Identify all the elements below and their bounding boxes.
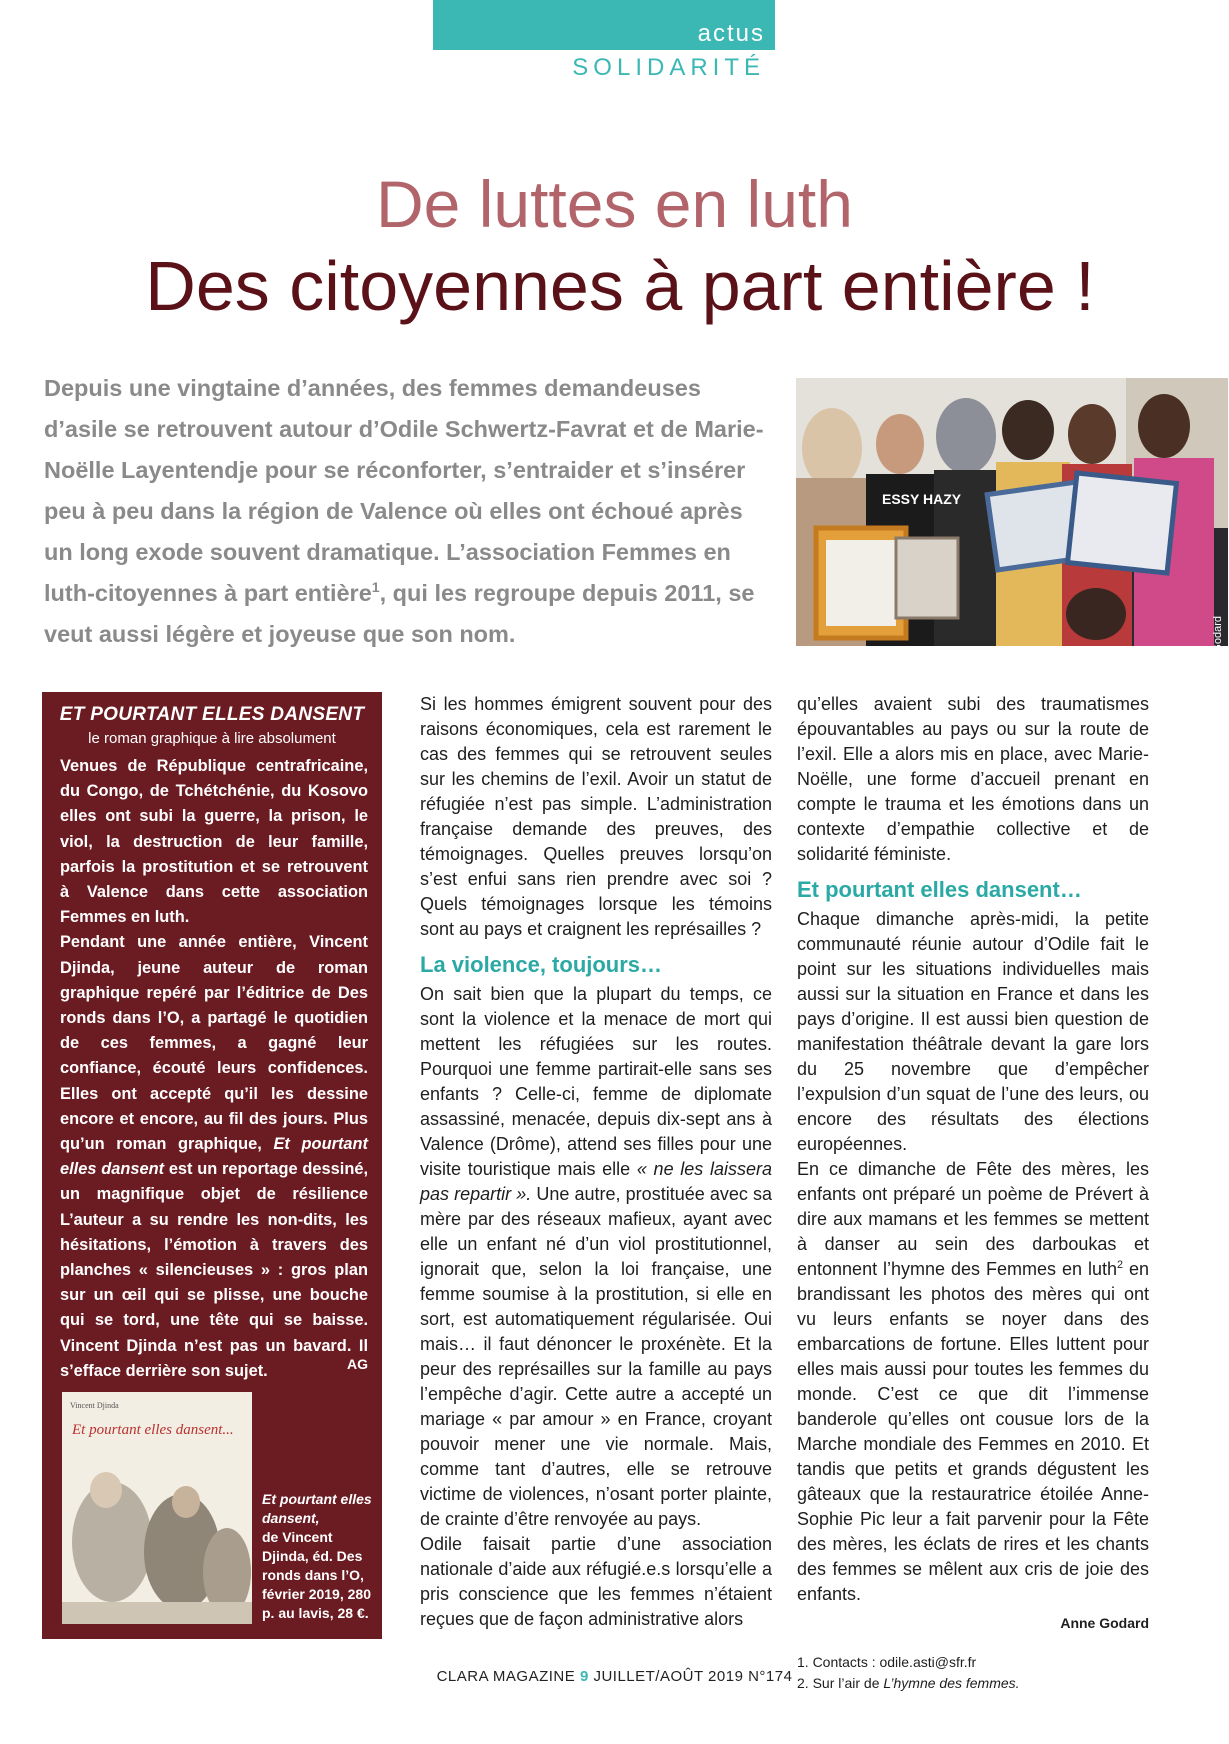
section-tab — [433, 0, 775, 50]
group-photo — [796, 378, 1228, 692]
body-paragraph: On sait bien que la plupart du temps, ce sont la violence et la menace de mort qui mettent les réfugiées sur les routes. Pourquoi une femme partirait-elle sans ses enfants ? Celle-ci, femme de diplomate assassiné, menacée, depuis dix-sept ans à Valence (Drôme), attend ses filles pour une visite touristique mais elle « ne les laissera pas repartir ». Une autre, prostituée avec sa mère par des réseaux mafieux, ayant avec elle un enfant né d’un viol prostitutionnel, ignorait que, selon la loi française, une femme soumise à la prostitution, si elle en sort, est automatiquement régularisée. Oui mais… il faut dénoncer le proxénète. Et la peur des représailles sur la famille au pays l’empêche d’agir. Cette autre a accepté un mariage « par amour » en France, croyant pouvoir mener une vie normale. Mais, comme tant d’autres, elle se retrouve victime de violences, n’osant porter plainte, de crainte d’être renvoyée au pays. — [420, 984, 772, 1529]
photo-illustration — [796, 378, 1228, 646]
body-paragraph: qu’elles avaient subi des traumatismes épouvantables au pays ou sur la route de l’exil. Elle a alors mis en place, avec Marie-Noëlle, une forme d’accueil prenant en compte le trauma et les émotions dans un contexte d’empathie collective et de solidarité féministe. — [797, 694, 1149, 864]
shirt-text: ESSY HAZY — [882, 491, 962, 507]
caption-details: de Vincent Djinda, éd. Des ronds dans l’O, février 2019, 280 p. au lavis, 28 €. — [262, 1529, 371, 1621]
book-caption — [262, 1490, 378, 1623]
book-cover-illustration — [62, 1392, 252, 1624]
footnote: 1. Contacts : odile.asti@sfr.fr — [797, 1654, 977, 1670]
article-column-3 — [797, 692, 1149, 1694]
footnote: 2. Sur l’air de L’hymne des femmes. — [797, 1675, 1020, 1691]
article-column-2 — [420, 692, 772, 1632]
sidebar-signature: AG — [347, 1356, 368, 1372]
article-kicker: De luttes en luth — [376, 167, 853, 241]
body-paragraph: Si les hommes émigrent souvent pour des raisons économiques, cela est rarement le cas des femmes qui se retrouvent seules sur les chemins de l’exil. Avoir un statut de réfugiée n’est pas simple. L’administration française demande des preuves, des témoignages. Quelles preuves lorsqu’on s’est enfui sans rien prendre avec soi ? Quels témoignages lorsque les témoins sont au pays et craignent les représailles ? — [420, 694, 772, 939]
footnote-ref: 1 — [371, 579, 380, 596]
book-sidebar — [42, 692, 382, 1639]
subheading: La violence, toujours… — [420, 952, 663, 977]
caption-title: Et pourtant elles dansent, — [262, 1491, 372, 1526]
section-label: actus — [697, 20, 765, 47]
sidebar-body — [60, 754, 368, 1384]
sidebar-paragraph: Venues de République centrafricaine, du Congo, de Tchétchénie, du Kosovo elles ont subi la guerre, la prison, le viol, la destruction de leur famille, parfois la prostitution et se retrouvent à Valence dans cette association Femmes en luth. — [60, 757, 368, 927]
issue-info: JUILLET/AOÛT 2019 N°174 — [593, 1668, 793, 1685]
body-paragraph: Chaque dimanche après-midi, la petite communauté réunie autour d’Odile fait le point sur les situations individuelles mais aussi sur la situation en France et dans les pays d’origine. Il est aussi bien question de manifestation théâtrale devant la gare lors du 25 novembre que d’empêcher l’expulsion d’un squat de l’une des leurs, ou encore des résultats des élections européennes. — [797, 909, 1149, 1154]
subheading: Et pourtant elles dansent… — [797, 877, 1082, 902]
article-headline: Des citoyennes à part entière ! — [145, 247, 1095, 325]
author-signature: Anne Godard — [1060, 1615, 1149, 1631]
rubric-label: SOLIDARITÉ — [572, 54, 765, 81]
book-cover-image — [62, 1392, 252, 1624]
sidebar-title: ET POURTANT ELLES DANSENT — [59, 704, 365, 725]
page-number: 9 — [579, 1668, 589, 1685]
body-paragraph: En ce dimanche de Fête des mères, les enfants ont préparé un poème de Prévert à dire aux mamans et les femmes se mettent à danser au sein des darboukas et entonnent l’hymne des Femmes en luth$^2$ en brandissant les photos des mères qui ont vu leurs enfants se noyer dans des embarcations de fortune. Elles luttent pour elles mais aussi pour toutes les femmes du monde. C’est ce que dit l’immense banderole qu’elles ont cousue lors de la Marche mondiale des Femmes en 2010. Et tandis que petits et grands dégustent les gâteaux que la restauratrice étoilée Anne-Sophie Pic leur a fait parvenir pour la Fête des mères, les éclats de rires et les chants des femmes se mêlent aux cris de joie des enfants. — [797, 1159, 1149, 1604]
sidebar-paragraph: Pendant une année entière, Vincent Djinda, jeune auteur de roman graphique repéré par l’éditrice de Des ronds dans l’O, a partagé le quotidien de ces femmes, a gagné leur confiance, écouté leurs confidences. Elles ont accepté qu’il les dessine encore et encore, au fil des jours. Plus qu’un roman graphique, Et pourtant elles dansent est un reportage dessiné, un magnifique objet de résilience L’auteur a su rendre les non-dits, les hésitations, l’émotion à travers des planches « silencieuses » : gros plan sur un œil qui se plisse, une bouche qui se tord, une tête qui se baisse. Vincent Djinda n’est pas un bavard. Il s’efface derrière son sujet. — [60, 933, 369, 1380]
book-author: Vincent Djinda — [70, 1401, 119, 1410]
page-footer — [0, 1668, 1229, 1685]
article-lede: Depuis une vingtaine d’années, des femmes demandeuses d’asile se retrouvent autour d’Odile Schwertz-Favrat et de Marie-Noëlle Layentendje pour se réconforter, s’entraider et s’insérer peu à peu dans la région de Valence où elles ont échoué après un long exode souvent dramatique. L’association Femmes en luth-citoyennes à part entière$^1$, qui les regroupe depuis 2011, se veut aussi légère et joyeuse que son nom. — [44, 375, 764, 647]
photo-credit: © Anne Godard — [1212, 616, 1224, 692]
magazine-name: CLARA MAGAZINE — [436, 1668, 576, 1685]
book-title: Et pourtant elles dansent... — [72, 1422, 234, 1438]
body-paragraph: Odile faisait partie d’une association nationale d’aide aux réfugié.e.s lorsqu’elle a pris conscience que les femmes n’étaient reçues que de façon administrative alors — [420, 1534, 772, 1629]
footnote-ref: 2 — [1116, 1259, 1123, 1271]
sidebar-subtitle: le roman graphique à lire absolument — [88, 730, 336, 747]
